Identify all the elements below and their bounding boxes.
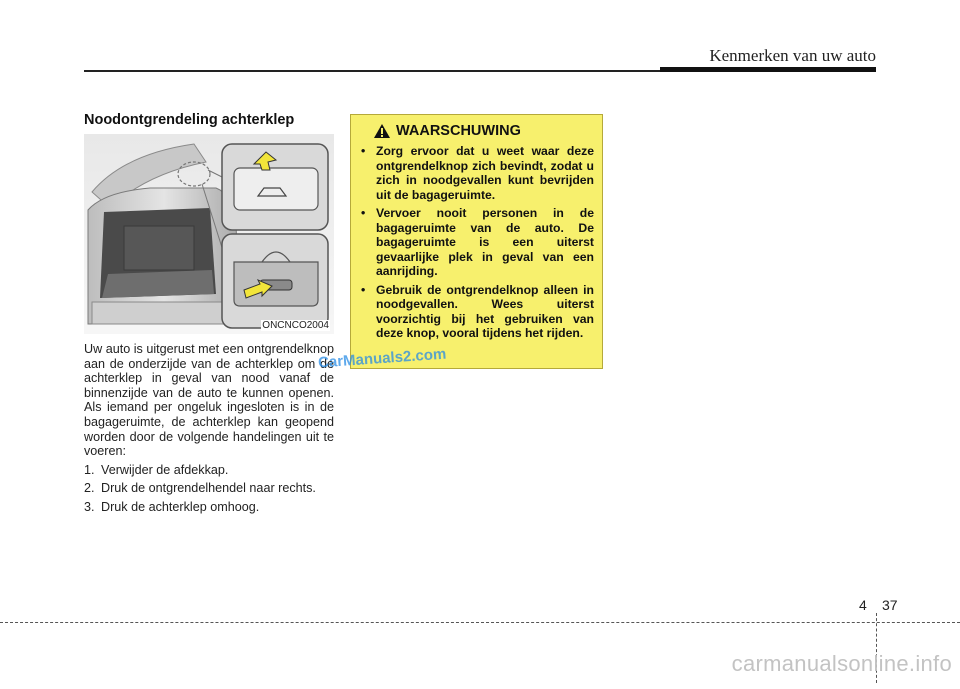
- list-item: [84, 500, 334, 515]
- warning-box: [350, 114, 603, 369]
- bullet: •: [361, 206, 366, 220]
- warning-header: [373, 123, 594, 139]
- list-item: [84, 463, 334, 478]
- step-text: Verwijder de afdekkap.: [101, 462, 229, 477]
- step-text: Druk de ontgrendelhendel naar rechts.: [101, 481, 316, 496]
- watermark-footer: carmanualsonline.info: [731, 651, 952, 676]
- footer-rule: [0, 622, 960, 623]
- warning-text: Vervoer nooit personen in de bagageruimte van de auto. De bagageruimte is een uiterst gevaarlijke plek in geval van een aanrijding.: [376, 206, 594, 278]
- tailgate-release-figure: [84, 134, 334, 334]
- bullet: •: [361, 144, 366, 158]
- body-text: [84, 342, 334, 519]
- list-item: [84, 481, 334, 496]
- header-rule: [84, 70, 660, 72]
- watermark-overlay: CarManuals2.com: [317, 345, 447, 372]
- steps-list: [84, 463, 334, 515]
- warning-title: WAARSCHUWING: [396, 123, 521, 139]
- warning-text: Gebruik de ontgrendelknop alleen in noodgevallen. Wees uiterst voorzichtig bij het gebruiken van deze knop, vooral tijdens het rijden.: [376, 282, 594, 340]
- figure-code: ONCNCO2004: [262, 320, 329, 331]
- step-number: 3.: [84, 499, 95, 514]
- page-number: 37: [882, 597, 898, 613]
- step-number: 2.: [84, 481, 95, 496]
- list-item: [359, 283, 594, 341]
- list-item: [359, 206, 594, 279]
- section-heading: Noodontgrendeling achterklep: [84, 112, 295, 128]
- step-number: 1.: [84, 462, 95, 477]
- rear-seat: [124, 226, 194, 270]
- header-title: Kenmerken van uw auto: [709, 46, 876, 65]
- rear-bumper: [92, 302, 238, 324]
- list-item: [359, 144, 594, 202]
- bullet: •: [361, 282, 366, 297]
- intro-paragraph: Uw auto is uitgerust met een ontgrendelknop aan de onderzijde van de achterklep om de achterklep in geval van nood vanaf de binnenzijde van de auto te kunnen openen. Als iemand per ongeluk ingesloten is in de bagageruimte, de achterklep kan geopend worden door de volgende handelingen uit te voeren:: [84, 342, 334, 459]
- header-rule-accent: [660, 67, 876, 72]
- step-text: Druk de achterklep omhoog.: [101, 499, 260, 514]
- cover-plate: [234, 168, 318, 210]
- warning-text: Zorg ervoor dat u weet waar deze ontgrendelknop zich bevindt, zodat u zich in noodgevallen kunt bevrijden uit de bagageruimte.: [376, 144, 594, 202]
- chapter-number: 4: [859, 597, 867, 613]
- warning-list: [359, 144, 594, 341]
- warning-triangle-icon: [373, 123, 391, 139]
- cargo-floor: [102, 270, 214, 298]
